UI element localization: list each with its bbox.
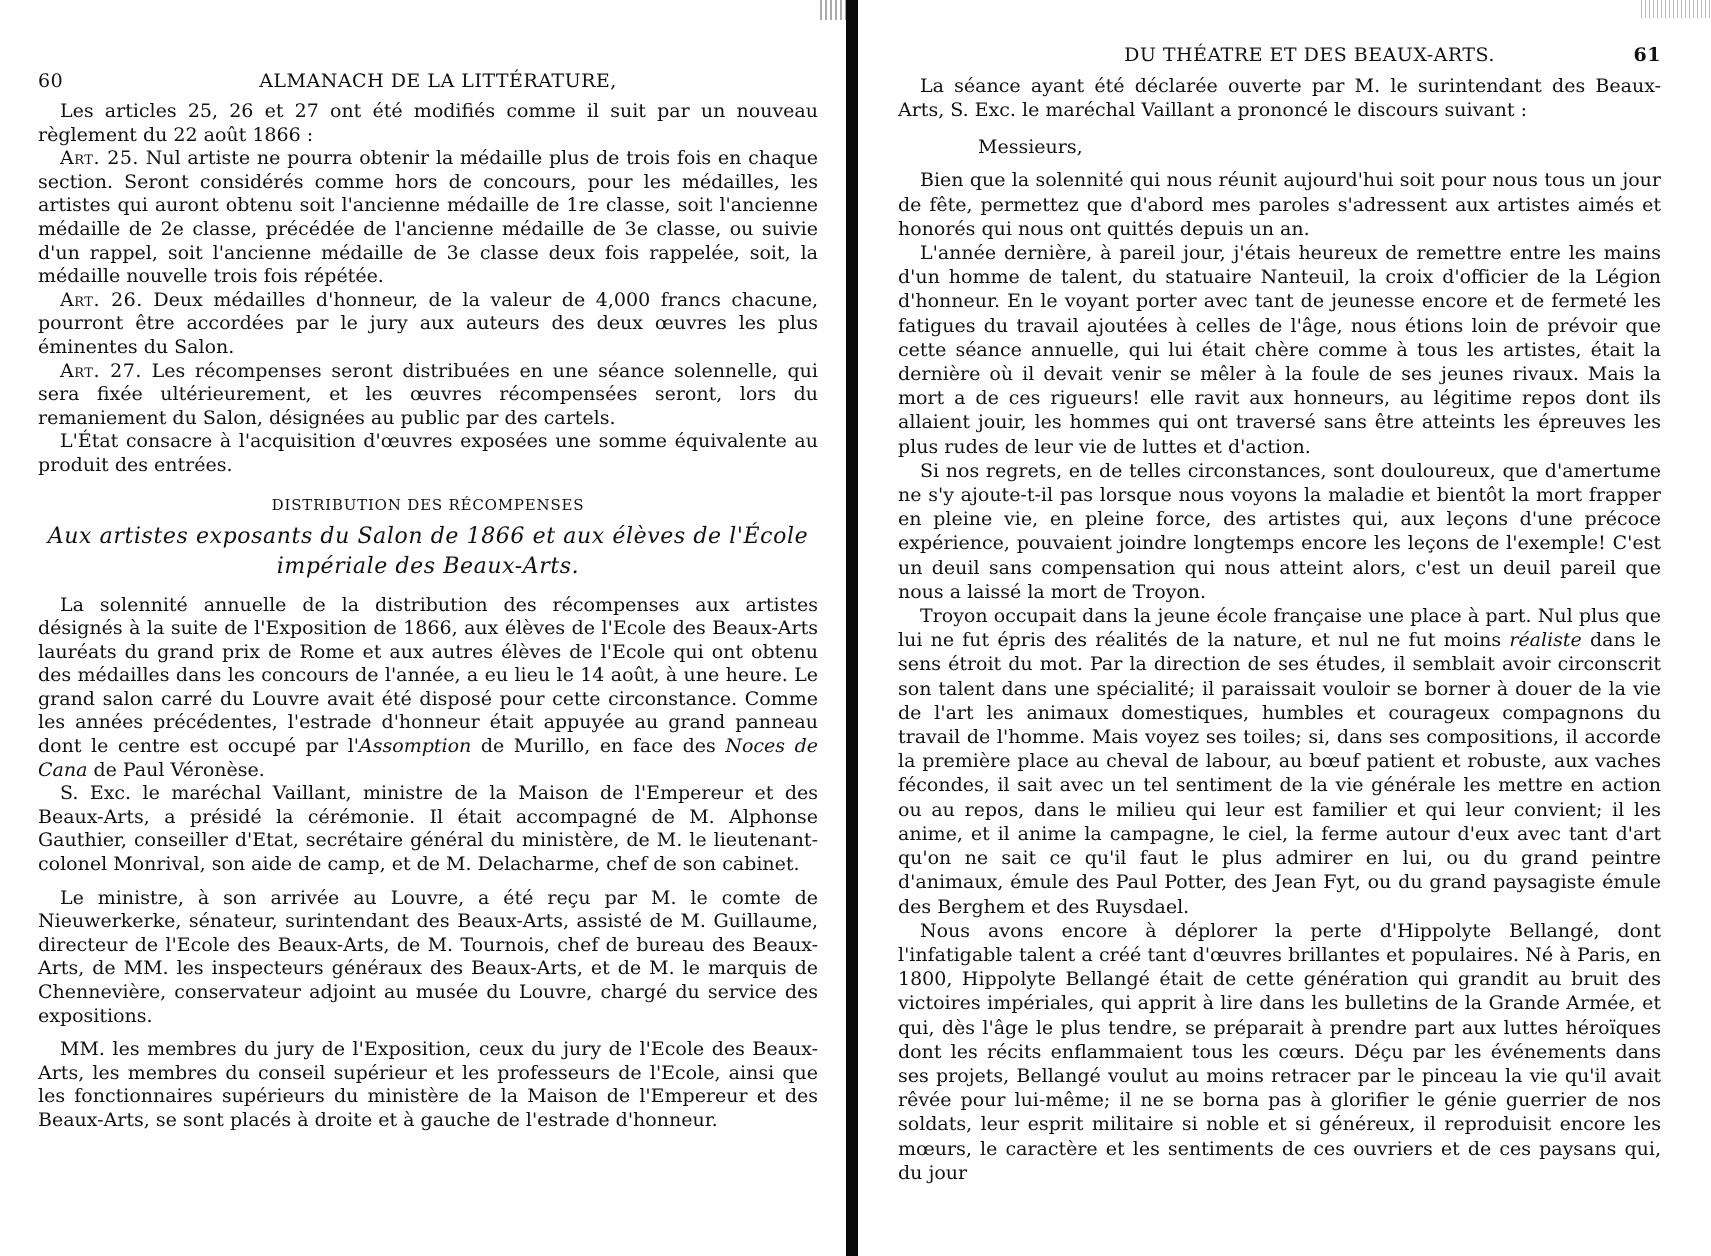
speech-paragraph-1: Bien que la solennité qui nous réunit aujourd'hui soit pour nous tous un jour de fête, permettez que d'abord mes paroles s'adressent aux artistes aimés et honorés qui nous ont quittés depuis un an.: [898, 169, 1661, 240]
assomption-title: Assomption: [359, 735, 472, 758]
realiste-word: réaliste: [1509, 629, 1582, 652]
troyon-paragraph: [898, 604, 1661, 919]
left-running-head: [38, 70, 818, 100]
troyon-text-b: dans le sens étroit du mot. Par la direction de ses études, il semblait avoir circonscrit son talent dans une spécialité; il paraissait vouloir se borner à douer de la vie de l'art les animaux domestiques, humbles et courageux compagnons du travail de l'homme. Mais voyez ses toiles; si, dans ses compositions, il accorde la première place au cheval de labour, au bœuf patient et robuste, aux vaches fécondes, il sait avec un tel sentiment de la vie générale les mettre en action ou au repos, dans le milieu qui leur est familier et qui leur convient; il les anime, et il anime la campagne, le ciel, la ferme autour d'eux avec tant d'art qu'on ne sait ce qu'il faut le plus admirer en lui, ou du grand peintre d'animaux, émule des Paul Potter, des Jean Fyt, ou du grand paysagiste émule des Berghem et des Ruysdael.: [898, 629, 1661, 918]
etat-paragraph: L'État consacre à l'acquisition d'œuvres exposées une somme équivalente au produit des entrées.: [38, 430, 818, 476]
article-25: [38, 147, 818, 289]
salutation: Messieurs,: [978, 136, 1083, 159]
ceremony-text-c: de Paul Véronèse.: [87, 758, 265, 781]
section-title: DISTRIBUTION DES RÉCOMPENSES: [271, 495, 585, 514]
right-page: [858, 0, 1711, 1256]
article-26-label: Art. 26.: [60, 288, 143, 311]
article-25-label: Art. 25.: [60, 147, 139, 170]
vaillant-paragraph: S. Exc. le maréchal Vaillant, ministre de la Maison de l'Empereur et des Beaux-Arts, a présidé la cérémonie. Il était accompagné de M. Alphonse Gauthier, conseiller d'Etat, secrétaire général du ministère, de M. le lieutenant-colonel Monrival, son aide de camp, et de M. Delacharme, chef de son cabinet.: [38, 782, 818, 876]
right-running-title: DU THÉATRE ET DES BEAUX-ARTS.: [1124, 44, 1495, 66]
binding-shadow: [820, 0, 846, 20]
nanteuil-paragraph: L'année dernière, à pareil jour, j'étais heureux de remettre entre les mains d'un homme de talent, du statuaire Nanteuil, la croix d'officier de la Légion d'honneur. En le voyant porter avec tant de jeunesse encore et de fermeté les fatigues du travail ajoutées à celles de l'âge, nous étions loin de prévoir que cette séance annuelle, qui lui était chère comme à tous les artistes, était la dernière où il devait venir se mêler à la foule de ses jeunes rivaux. Mais la mort a de ces rigueurs! elle ravit aux honneurs, au légitime repos dont ils allaient jouir, les hommes qui ont traversé sans être atteints les épreuves les plus rudes de leur vie de luttes et d'action.: [898, 242, 1661, 458]
ceremony-paragraph: [38, 594, 818, 783]
ceremony-text-b: de Murillo, en face des: [471, 735, 726, 758]
opening-paragraph: La séance ayant été déclarée ouverte par M. le surintendant des Beaux-Arts, S. Exc. le maréchal Vaillant a prononcé le discours suivant :: [898, 75, 1661, 122]
bellange-paragraph: Nous avons encore à déplorer la perte d'Hippolyte Bellangé, dont l'infatigable talent a créé tant d'œuvres brillantes et populaires. Né à Paris, en 1800, Hippolyte Bellangé était de cette génération qui grandit au bruit des victoires impériales, qui apprit à lire dans les bulletins de la Grande Armée, et qui, dès l'âge le plus tendre, se préparait à prendre part aux luttes héroïques dont les récits enflammaient tous les cœurs. Déçu par les événements dans ses projets, Bellangé voulut au moins retracer par le pinceau la vie qu'il avait rêvée pour lui-même; il ne se borna pas à glorifier le génie guerrier de nos soldats, leur esprit militaire si noble et si généreux, il reproduisit encore les mœurs, le caractère et les sentiments de ces ouvriers et de ces paysans qui, du jour: [898, 919, 1661, 1184]
reception-paragraph: Le ministre, à son arrivée au Louvre, a été reçu par M. le comte de Nieuwerkerke, sénateur, surintendant des Beaux-Arts, assisté de M. Guillaume, directeur de l'Ecole des Beaux-Arts, de M. Tournois, chef de bureau des Beaux-Arts, de MM. les inspecteurs généraux des Beaux-Arts, et de M. le marquis de Chennevière, conservateur adjoint au musée du Louvre, chargé du service des expositions.: [38, 886, 818, 1027]
troyon-text-a: Troyon occupait dans la jeune école française une place à part. Nul plus que lui ne fut épris des réalités de la nature, et nul ne fut moins: [898, 605, 1661, 652]
book-gutter: [846, 0, 858, 1256]
noces-title: Noces de Cana: [38, 735, 818, 781]
jury-paragraph: MM. les membres du jury de l'Exposition, ceux du jury de l'Ecole des Beaux-Arts, les membres du conseil supérieur et les professeurs de l'Ecole, ainsi que les fonctionnaires supérieurs du ministère de la Maison de l'Empereur et des Beaux-Arts, se sont placés à droite et à gauche de l'estrade d'honneur.: [38, 1038, 818, 1131]
intro-paragraph: Les articles 25, 26 et 27 ont été modifiés comme il suit par un nouveau règlement du 22 août 1866 :: [38, 100, 818, 146]
left-page-number: 60: [38, 70, 64, 92]
article-26-text: Deux médailles d'honneur, de la valeur de 4,000 francs chacune, pourront être accordées par le jury aux auteurs des deux œuvres les plus éminentes du Salon.: [38, 288, 818, 358]
section-subtitle: Aux artistes exposants du Salon de 1866 et aux élèves de l'École impériale des Beaux-Arts.: [47, 523, 809, 579]
right-page-number: 61: [1633, 44, 1661, 66]
article-27-label: Art. 27.: [60, 359, 142, 382]
left-running-title: ALMANACH DE LA LITTÉRATURE,: [259, 70, 617, 92]
article-26: [38, 289, 818, 360]
left-page: [0, 0, 848, 1256]
article-25-text: Nul artiste ne pourra obtenir la médaille plus de trois fois en chaque section. Seront considérés comme hors de concours, pour les médailles, les artistes qui auront obtenu soit l'ancienne médaille de 1re classe, soit l'ancienne médaille de 2e classe, précédée de l'ancienne médaille de 3e classe, ou suivie d'un rappel, soit l'ancienne médaille de 3e classe deux fois rappelée, soit, la médaille nouvelle trois fois répétée.: [38, 147, 819, 288]
regrets-paragraph: Si nos regrets, en de telles circonstances, sont douloureux, que d'amertume ne s'y ajoute-t-il pas lorsque nous voyons la maladie et bientôt la mort frapper en pleine vie, en pleine force, des artistes qui, aux leçons d'une précoce expérience, pouvaient joindre longtemps encore les leçons de l'exemple! C'est un deuil sans compensation qui nous atteint alors, c'est un deuil pareil que nous a laissé la mort de Troyon.: [898, 459, 1661, 603]
right-running-head: [898, 44, 1661, 74]
ceremony-text-a: La solennité annuelle de la distribution des récompenses aux artistes désignés à la suite de l'Exposition de 1866, aux élèves de l'Ecole des Beaux-Arts lauréats du grand prix de Rome et aux autres élèves de l'Ecole qui ont obtenu des médailles dans les concours de l'année, a eu lieu le 14 août, à une heure. Le grand salon carré du Louvre avait été disposé pour cette circonstance. Comme les années précédentes, l'estrade d'honneur était appuyée au grand panneau dont le centre est occupé par l': [38, 593, 818, 758]
article-27-text: Les récompenses seront distribuées en une séance solennelle, qui sera fixée ultérieurement, et les œuvres récompensées seront, lors du remaniement du Salon, désignées au public par des cartels.: [38, 359, 819, 429]
article-27: [38, 360, 818, 431]
